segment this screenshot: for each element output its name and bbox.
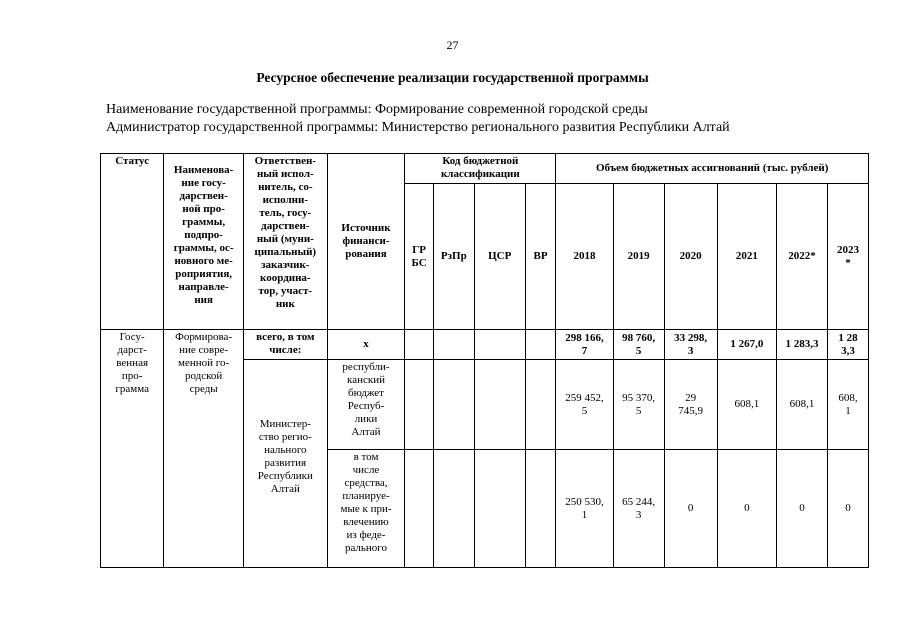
status-cell: Госу- дарст- венная про- грамма — [101, 330, 164, 568]
total-vr — [525, 330, 556, 360]
total-2018: 298 166, 7 — [556, 330, 613, 360]
row2-grbs — [405, 450, 434, 568]
total-2021: 1 267,0 — [717, 330, 776, 360]
row1-vr — [525, 360, 556, 450]
total-2023: 1 28 3,3 — [827, 330, 868, 360]
row1-2023: 608, 1 — [827, 360, 868, 450]
resource-table — [100, 153, 869, 568]
header-year-2019: 2019 — [613, 184, 664, 330]
total-source: х — [327, 330, 405, 360]
total-2020: 33 298, 3 — [664, 330, 717, 360]
row2-rzpr — [433, 450, 474, 568]
row2-2023: 0 — [827, 450, 868, 568]
header-csr: ЦСР — [474, 184, 525, 330]
document-title: Ресурсное обеспечение реализации государственной программы — [256, 70, 649, 85]
total-2022: 1 283,3 — [776, 330, 827, 360]
total-label: всего, в том числе: — [243, 330, 327, 360]
row2-2020: 0 — [664, 450, 717, 568]
program-name-cell: Формирова- ние совре- менной го- родской среды — [164, 330, 244, 568]
row1-grbs — [405, 360, 434, 450]
header-year-2023: 2023 * — [827, 184, 868, 330]
row1-2019: 95 370, 5 — [613, 360, 664, 450]
row1-2018: 259 452, 5 — [556, 360, 613, 450]
row1-2020: 29 745,9 — [664, 360, 717, 450]
header-year-2018: 2018 — [556, 184, 613, 330]
administrator-line: Администратор государственной программы: Министерство регионального развития Республики Алтай — [106, 120, 730, 135]
header-year-2022: 2022* — [776, 184, 827, 330]
row1-2021: 608,1 — [717, 360, 776, 450]
row1-source: республи- канский бюджет Респуб- лики Алтай — [327, 360, 405, 450]
row1-csr — [474, 360, 525, 450]
total-rzpr — [433, 330, 474, 360]
row1-2022: 608,1 — [776, 360, 827, 450]
total-grbs — [405, 330, 434, 360]
header-year-2020: 2020 — [664, 184, 717, 330]
header-name: Наименова- ние госу- дарствен- ной про- граммы, подпро- граммы, ос- новного ме- роприятия, направле- ния — [164, 154, 244, 330]
header-source: Источник финанси- рования — [327, 154, 405, 330]
row2-2019: 65 244, 3 — [613, 450, 664, 568]
header-grbs: ГР БС — [405, 184, 434, 330]
header-responsible: Ответствен- ный испол- нитель, со- исполни- тель, госу- дарствен- ный (муни- ципальный) заказчик- координа- тор, участ- ник — [243, 154, 327, 330]
total-csr — [474, 330, 525, 360]
program-name-line: Наименование государственной программы: Формирование современной городской среды — [106, 102, 648, 117]
row2-2018: 250 530, 1 — [556, 450, 613, 568]
row2-source: в том числе средства, планируе- мые к при- влечению из феде- рального — [327, 450, 405, 568]
row1-rzpr — [433, 360, 474, 450]
responsible-cell: Министер- ство регио- нального развития Республики Алтай — [243, 360, 327, 568]
row2-2021: 0 — [717, 450, 776, 568]
row2-2022: 0 — [776, 450, 827, 568]
header-rzpr: РзПр — [433, 184, 474, 330]
row2-vr — [525, 450, 556, 568]
header-budget-code: Код бюджетной классификации — [405, 154, 556, 184]
header-status: Статус — [101, 154, 164, 330]
header-allocations: Объем бюджетных ассигнований (тыс. рублей) — [556, 154, 869, 184]
header-year-2021: 2021 — [717, 184, 776, 330]
header-vr: ВР — [525, 184, 556, 330]
total-2019: 98 760, 5 — [613, 330, 664, 360]
page-number: 27 — [446, 38, 459, 52]
table-row — [101, 330, 869, 360]
row2-csr — [474, 450, 525, 568]
